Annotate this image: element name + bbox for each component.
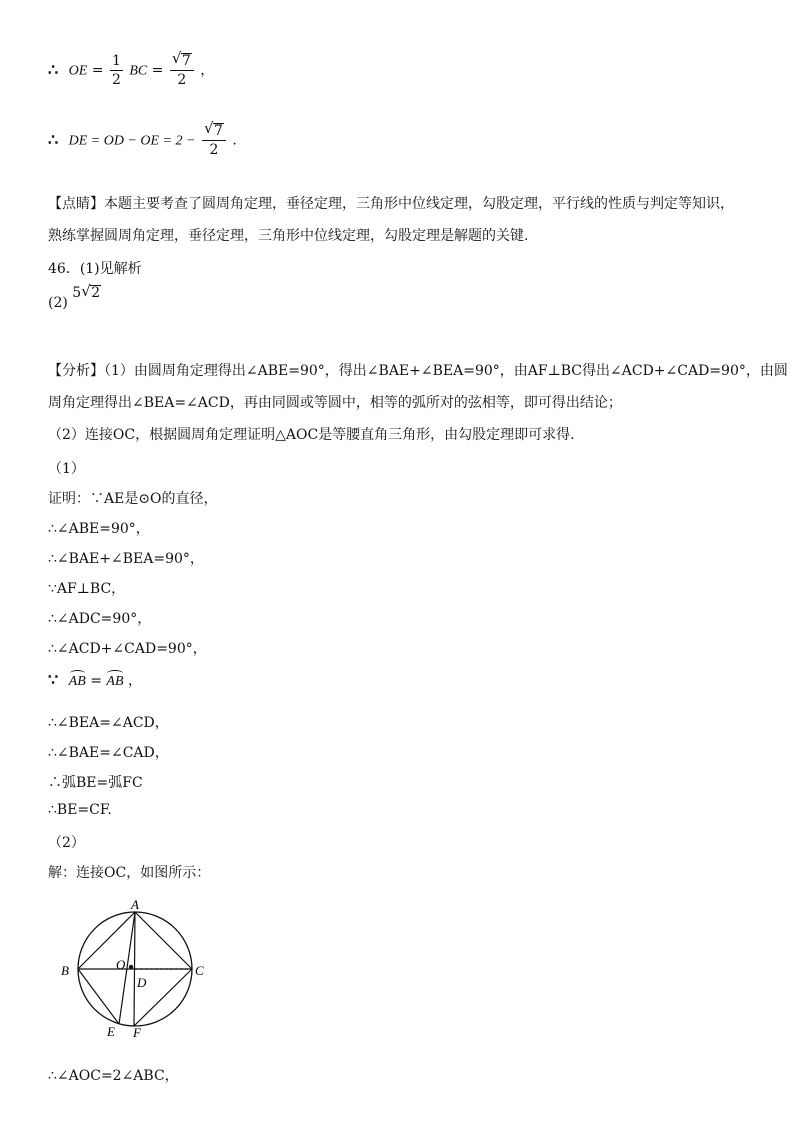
punctuation: ， <box>200 62 215 79</box>
because-symbol: ∵ <box>48 670 59 689</box>
proof-step: ∴∠BEA=∠ACD， <box>48 715 169 731</box>
circle-figure <box>55 895 205 1040</box>
segment-af <box>134 912 135 1026</box>
proof-step: ∴∠BAE=∠CAD， <box>48 745 169 761</box>
arc-1: AB <box>68 674 86 689</box>
arc-2: AB <box>106 674 124 689</box>
part1-label: （1） <box>48 461 85 477</box>
label-b: B <box>61 963 69 978</box>
punctuation: ， <box>127 673 142 689</box>
eq-mid: BC <box>129 63 148 79</box>
proof-step: ∴∠BAE+∠BEA=90°， <box>48 551 204 567</box>
eq-sign-2: = <box>151 62 164 79</box>
proof-step: ∴弧BE=弧FC <box>48 775 143 791</box>
analysis-line-2: 周角定理得出∠BEA=∠ACD，再由同圆或等圆中，相等的弧所对的弦相等，即可得出结论； <box>48 395 622 411</box>
proof-step: ∴∠ADC=90°， <box>48 611 152 627</box>
proof-step: 证明：∵AE是⊙O的直径， <box>48 491 218 507</box>
sqrt-radicand: 7 <box>213 123 223 139</box>
part2-label: (2) <box>48 295 68 311</box>
fraction-sqrt7 <box>202 119 226 159</box>
center-point <box>129 965 133 969</box>
frac-numerator-sqrt: √ 7 <box>202 122 226 141</box>
eq-text: DE = OD − OE = 2 − <box>68 133 196 149</box>
analysis-line-1: 【分析】（1）由圆周角定理得出∠ABE=90°，得出∠BAE+∠BEA=90°，由AF⊥BC得出∠ACD+∠CAD=90°，由圆 <box>48 363 788 379</box>
analysis-line-3: （2）连接OC，根据圆周角定理证明△AOC是等腰直角三角形，由勾股定理即可求得. <box>48 427 575 443</box>
answer-radicand: 2 <box>91 285 101 301</box>
eq-sign: = <box>90 673 102 689</box>
segment-be <box>78 969 119 1024</box>
fraction-sqrt7 <box>170 49 194 89</box>
frac-numerator-sqrt: √ 7 <box>170 52 194 71</box>
part2-label: （2） <box>48 835 85 851</box>
proof-step: ∴BE=CF. <box>48 802 112 818</box>
eq-lhs: OE <box>68 63 88 79</box>
part2-intro: 解：连接OC，如图所示： <box>48 865 211 881</box>
comment-line-2: 熟练掌握圆周角定理，垂径定理，三角形中位线定理，勾股定理是解题的关键. <box>48 228 529 244</box>
frac-numerator: 1 <box>111 53 121 69</box>
therefore-symbol: ∴ <box>48 129 59 149</box>
proof-step: ∵AF⊥BC， <box>48 581 126 597</box>
proof-step: ∴∠ABE=90°， <box>48 521 150 537</box>
label-c: C <box>195 963 204 978</box>
comment-line-1: 【点睛】本题主要考查了圆周角定理，垂径定理，三角形中位线定理，勾股定理，平行线的性质与判定等知识， <box>48 196 734 212</box>
final-step: ∴∠AOC=2∠ABC， <box>48 1068 179 1084</box>
proof-step: ∴∠ACD+∠CAD=90°， <box>48 641 207 657</box>
frac-denominator: 2 <box>177 72 187 88</box>
part2-answer: (2) 5 √ 2 <box>48 282 101 311</box>
label-e: E <box>107 1024 115 1039</box>
equation-oe <box>48 49 215 89</box>
punctuation: . <box>232 132 237 149</box>
arc-equation <box>48 670 142 690</box>
therefore-symbol: ∴ <box>48 59 59 79</box>
sqrt-radicand: 7 <box>181 53 191 69</box>
label-o: O <box>116 957 126 972</box>
frac-denominator: 2 <box>209 142 219 158</box>
label-a: A <box>131 897 139 912</box>
fraction-half <box>110 52 123 89</box>
problem-number-line: 46．(1)见解析 <box>48 261 142 277</box>
label-d: D <box>137 975 147 990</box>
segment-ab <box>78 912 135 969</box>
equation-de <box>48 119 237 159</box>
frac-denominator: 2 <box>111 72 121 88</box>
segment-ac <box>135 912 192 969</box>
answer-coefficient: 5 <box>72 285 82 301</box>
eq-sign: = <box>91 62 104 79</box>
label-f: F <box>133 1025 141 1040</box>
